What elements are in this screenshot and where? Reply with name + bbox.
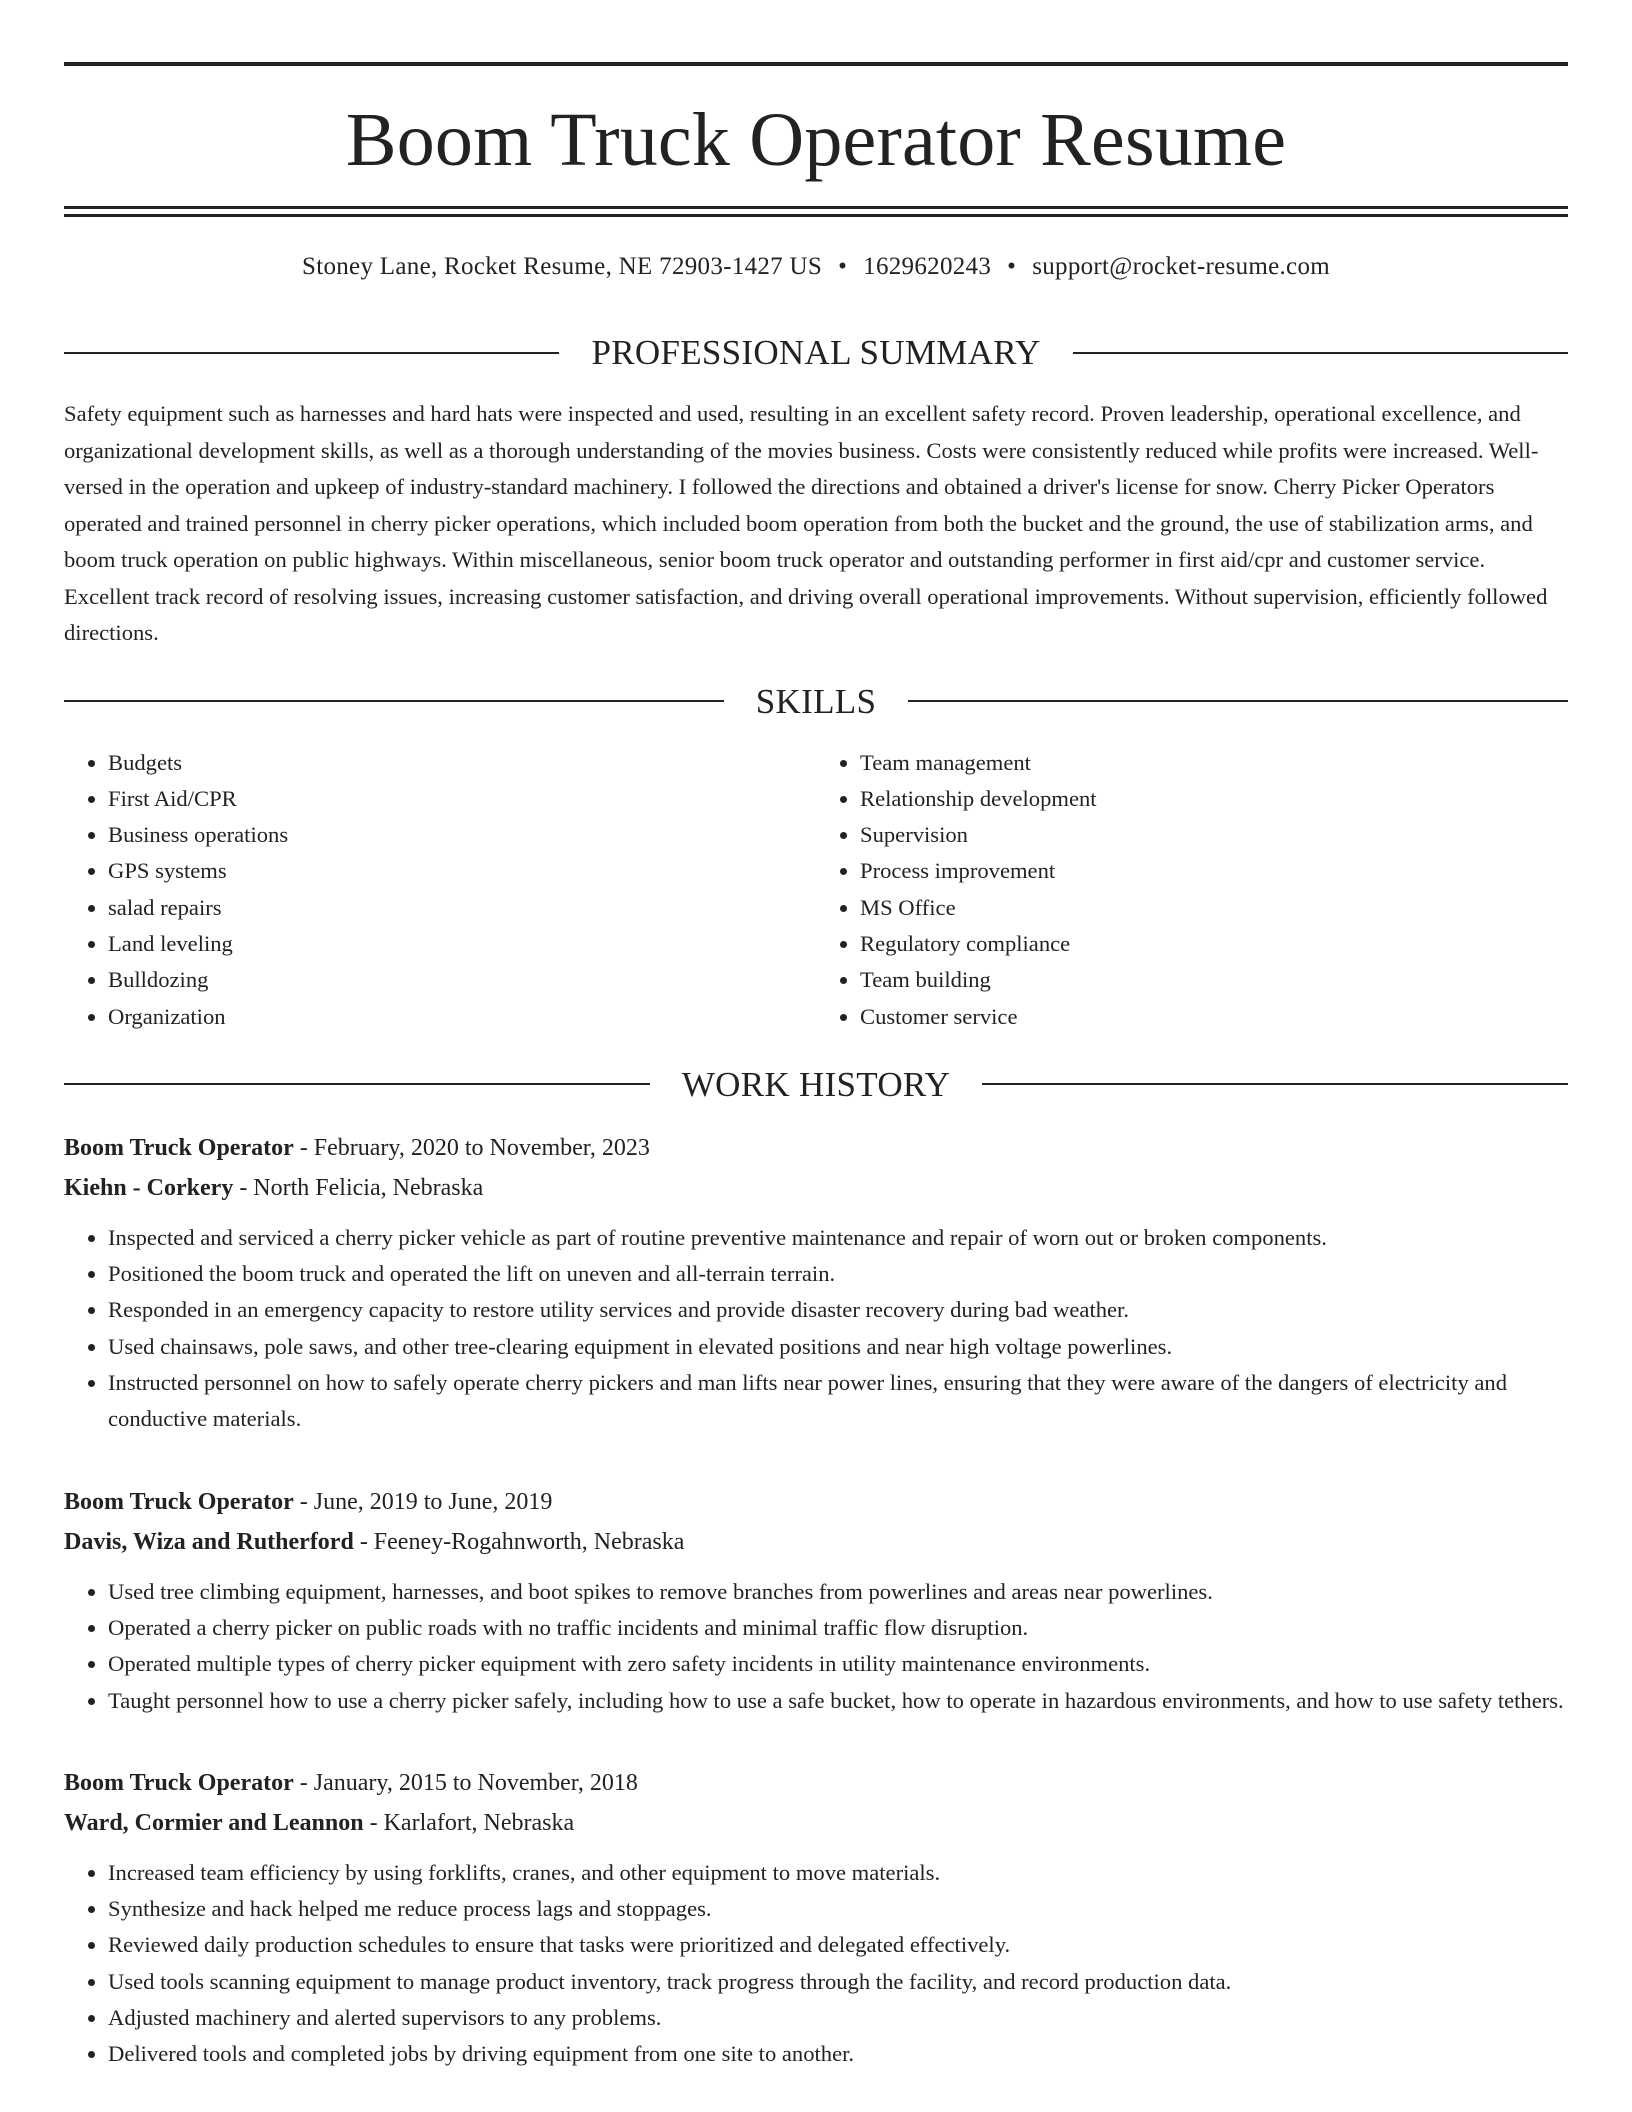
- contact-address: Stoney Lane, Rocket Resume, NE 72903-1427 US: [302, 253, 823, 280]
- job-company-line: [64, 1168, 1568, 1208]
- summary-heading: [64, 335, 1568, 370]
- skill-item: • MS Office: [860, 890, 1568, 926]
- heading-rule-left: [64, 352, 559, 354]
- job-bullets: [64, 1574, 1568, 1719]
- job-entry: [64, 1482, 1568, 1719]
- job-bullet: • Used chainsaws, pole saws, and other tree-clearing equipment in elevated positions and near high voltage powerlines.: [108, 1329, 1568, 1365]
- job-dates: - June, 2019 to June, 2019: [293, 1488, 553, 1515]
- skill-item: • salad repairs: [108, 890, 816, 926]
- skill-item: • Supervision: [860, 817, 1568, 853]
- job-bullet: • Operated a cherry picker on public roads with no traffic incidents and minimal traffic flow disruption.: [108, 1610, 1568, 1646]
- skill-item: • Process improvement: [860, 853, 1568, 889]
- skill-item: • Team management: [860, 745, 1568, 781]
- job-location: - Karlafort, Nebraska: [363, 1809, 575, 1836]
- skill-item: • Land leveling: [108, 926, 816, 962]
- job-bullet: • Synthesize and hack helped me reduce process lags and stoppages.: [108, 1891, 1568, 1927]
- heading-rule-right: [1073, 352, 1568, 354]
- skills-heading: [64, 681, 1568, 721]
- job-bullets: [64, 1220, 1568, 1438]
- skill-item: • First Aid/CPR: [108, 781, 816, 817]
- job-location: - North Felicia, Nebraska: [233, 1174, 484, 1201]
- job-company-line: [64, 1803, 1568, 1843]
- job-bullet: • Adjusted machinery and alerted supervisors to any problems.: [108, 2000, 1568, 2036]
- skill-item: • GPS systems: [108, 853, 816, 889]
- job-bullet: • Delivered tools and completed jobs by driving equipment from one site to another.: [108, 2036, 1568, 2072]
- job-dates: - January, 2015 to November, 2018: [293, 1769, 638, 1796]
- skill-item: • Team building: [860, 962, 1568, 998]
- skills-list-left: [64, 745, 816, 1035]
- work-history-heading: [64, 1064, 1568, 1104]
- job-bullet: • Reviewed daily production schedules to ensure that tasks were prioritized and delegated effectively.: [108, 1927, 1568, 1963]
- skills-columns: [64, 745, 1568, 1035]
- job-bullets: [64, 1855, 1568, 2073]
- job-bullet: • Increased team efficiency by using forklifts, cranes, and other equipment to move materials.: [108, 1855, 1568, 1891]
- heading-rule-right: [908, 700, 1568, 702]
- job-bullet: • Taught personnel how to use a cherry picker safely, including how to use a safe bucket, how to operate in hazardous environments, and how to use safety tethers.: [108, 1683, 1568, 1719]
- resume-title: Boom Truck Operator Resume: [345, 98, 1287, 182]
- skills-list-right: [816, 745, 1568, 1035]
- contact-separator: •: [838, 253, 848, 280]
- job-bullet: • Inspected and serviced a cherry picker vehicle as part of routine preventive maintenance and repair of worn out or broken components.: [108, 1220, 1568, 1256]
- heading-rule-left: [64, 700, 724, 702]
- skill-item: • Regulatory compliance: [860, 926, 1568, 962]
- job-company: Kiehn - Corkery: [64, 1174, 234, 1201]
- work-history-heading-label: WORK HISTORY: [681, 1064, 951, 1104]
- heading-rule-left: [64, 1083, 650, 1085]
- summary-heading-label: PROFESSIONAL SUMMARY: [591, 333, 1041, 372]
- job-company: Ward, Cormier and Leannon: [64, 1809, 364, 1836]
- job-bullet: • Positioned the boom truck and operated the lift on uneven and all-terrain terrain.: [108, 1256, 1568, 1292]
- job-bullet: • Used tools scanning equipment to manage product inventory, track progress through the facility, and record production data.: [108, 1964, 1568, 2000]
- job-title: Boom Truck Operator: [64, 1769, 294, 1796]
- job-dates: - February, 2020 to November, 2023: [293, 1134, 650, 1161]
- summary-text: Safety equipment such as harnesses and hard hats were inspected and used, resulting in an excellent safety record. Proven leadership, operational excellence, and organizational development skills, as well as a thorough understanding of the movies business. Costs were consistently reduced while profits were increased. Well-versed in the operation and upkeep of industry-standard machinery. I followed the directions and obtained a driver's license for snow. Cherry Picker Operators operated and trained personnel in cherry picker operations, which included boom operation from both the bucket and the ground, the use of stabilization arms, and boom truck operation on public highways. Within miscellaneous, senior boom truck operator and outstanding performer in first aid/cpr and customer service. Excellent track record of resolving issues, increasing customer satisfaction, and driving overall operational improvements. Without supervision, efficiently followed directions.: [64, 401, 1548, 645]
- job-bullet: • Instructed personnel on how to safely operate cherry pickers and man lifts near power lines, ensuring that they were aware of the dangers of electricity and conductive materials.: [108, 1365, 1568, 1438]
- skill-item: • Business operations: [108, 817, 816, 853]
- top-rule: [64, 62, 1568, 66]
- contact-separator: •: [1007, 253, 1017, 280]
- job-title: Boom Truck Operator: [64, 1134, 294, 1161]
- heading-rule-right: [982, 1083, 1568, 1085]
- job-title-line: [64, 1763, 1568, 1803]
- job-company-line: [64, 1522, 1568, 1562]
- skill-item: • Organization: [108, 999, 816, 1035]
- job-location: - Feeney-Rogahnworth, Nebraska: [353, 1528, 685, 1555]
- job-title: Boom Truck Operator: [64, 1488, 294, 1515]
- title-double-rule: [64, 206, 1568, 217]
- skills-heading-label: SKILLS: [755, 681, 877, 721]
- skill-item: • Bulldozing: [108, 962, 816, 998]
- contact-email: support@rocket-resume.com: [1032, 253, 1330, 280]
- job-title-line: [64, 1482, 1568, 1522]
- job-bullet: • Responded in an emergency capacity to restore utility services and provide disaster recovery during bad weather.: [108, 1292, 1568, 1328]
- job-company: Davis, Wiza and Rutherford: [64, 1528, 354, 1555]
- job-entry: [64, 1763, 1568, 2073]
- job-entry: [64, 1128, 1568, 1438]
- contact-line: [64, 253, 1568, 281]
- job-title-line: [64, 1128, 1568, 1168]
- skill-item: • Customer service: [860, 999, 1568, 1035]
- skill-item: • Relationship development: [860, 781, 1568, 817]
- skill-item: • Budgets: [108, 745, 816, 781]
- job-bullet: • Operated multiple types of cherry picker equipment with zero safety incidents in utility maintenance environments.: [108, 1646, 1568, 1682]
- job-bullet: • Used tree climbing equipment, harnesses, and boot spikes to remove branches from powerlines and areas near powerlines.: [108, 1574, 1568, 1610]
- contact-phone: 1629620243: [863, 253, 992, 280]
